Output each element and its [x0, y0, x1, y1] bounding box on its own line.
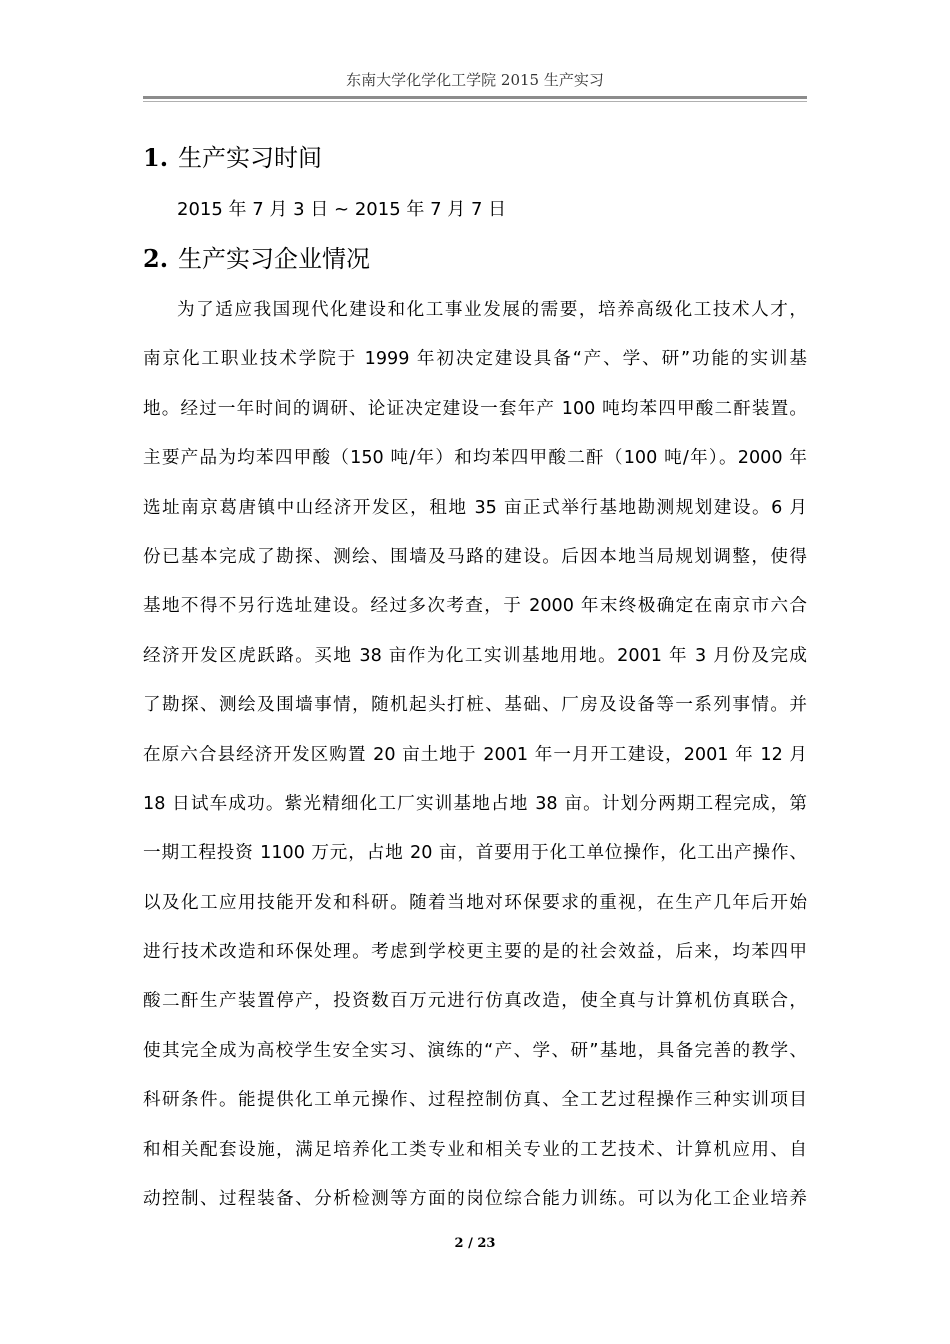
running-header: 东南大学化学化工学院 2015 生产实习 — [346, 71, 604, 89]
paragraph-line: 在原六合县经济开发区购置 20 亩土地于 2001 年一月开工建设，2001 年 12 月 — [143, 744, 807, 765]
internship-date-range: 2015 年 7 月 3 日 ~ 2015 年 7 月 7 日 — [177, 199, 507, 220]
paragraph-line: 经济开发区虎跃路。买地 38 亩作为化工实训基地用地。2001 年 3 月份及完成 — [143, 645, 807, 666]
paragraph-line: 动控制、过程装备、分析检测等方面的岗位综合能力训练。可以为化工企业培养 — [143, 1189, 807, 1210]
paragraph-line: 以及化工应用技能开发和科研。随着当地对环保要求的重视，在生产几年后开始 — [143, 892, 807, 913]
paragraph-line: 选址南京葛唐镇中山经济开发区，租地 35 亩正式举行基地勘测规划建设。6 月 — [143, 497, 807, 518]
paragraph-line: 地。经过一年时间的调研、论证决定建设一套年产 100 吨均苯四甲酸二酐装置。 — [143, 398, 807, 419]
paragraph-line: 使其完全成为高校学生安全实习、演练的“产、学、研”基地，具备完善的教学、 — [143, 1040, 807, 1061]
section-number: 2. — [143, 244, 169, 273]
paragraph-line: 18 日试车成功。紫光精细化工厂实训基地占地 38 亩。计划分两期工程完成，第 — [143, 793, 807, 814]
paragraph-line: 基地不得不另行选址建设。经过多次考查，于 2000 年末终极确定在南京市六合 — [143, 596, 807, 617]
paragraph-line: 主要产品为均苯四甲酸（150 吨/年）和均苯四甲酸二酐（100 吨/年）。2000 年 — [143, 448, 807, 469]
page-number: 2 / 23 — [454, 1236, 496, 1251]
section-number: 1. — [143, 143, 169, 172]
paragraph-line: 南京化工职业技术学院于 1999 年初决定建设具备“产、学、研”功能的实训基 — [143, 349, 807, 370]
paragraph-line: 进行技术改造和环保处理。考虑到学校更主要的是的社会效益，后来，均苯四甲 — [143, 942, 807, 963]
paragraph-line: 科研条件。能提供化工单元操作、过程控制仿真、全工艺过程操作三种实训项目 — [143, 1090, 807, 1111]
company-description-paragraph — [143, 292, 807, 1230]
paragraph-line: 了勘探、测绘及围墙事情，随机起头打桩、基础、厂房及设备等一系列事情。并 — [143, 695, 807, 716]
paragraph-line: 一期工程投资 1100 万元，占地 20 亩，首要用于化工单位操作，化工出产操作、 — [143, 843, 807, 864]
paragraph-line: 酸二酐生产装置停产，投资数百万元进行仿真改造，使全真与计算机仿真联合， — [143, 991, 807, 1012]
section-title: 生产实习企业情况 — [178, 245, 370, 273]
header-rule-thin — [143, 101, 807, 102]
paragraph-line: 和相关配套设施，满足培养化工类专业和相关专业的工艺技术、计算机应用、自 — [143, 1139, 807, 1160]
section-heading-company — [143, 244, 370, 274]
paragraph-line: 为了适应我国现代化建设和化工事业发展的需要，培养高级化工技术人才， — [177, 300, 807, 320]
section-title: 生产实习时间 — [178, 144, 322, 172]
section-heading-time — [143, 143, 322, 173]
paragraph-line: 份已基本完成了勘探、测绘、围墙及马路的建设。后因本地当局规划调整，使得 — [143, 546, 807, 567]
header-rule — [143, 96, 807, 99]
